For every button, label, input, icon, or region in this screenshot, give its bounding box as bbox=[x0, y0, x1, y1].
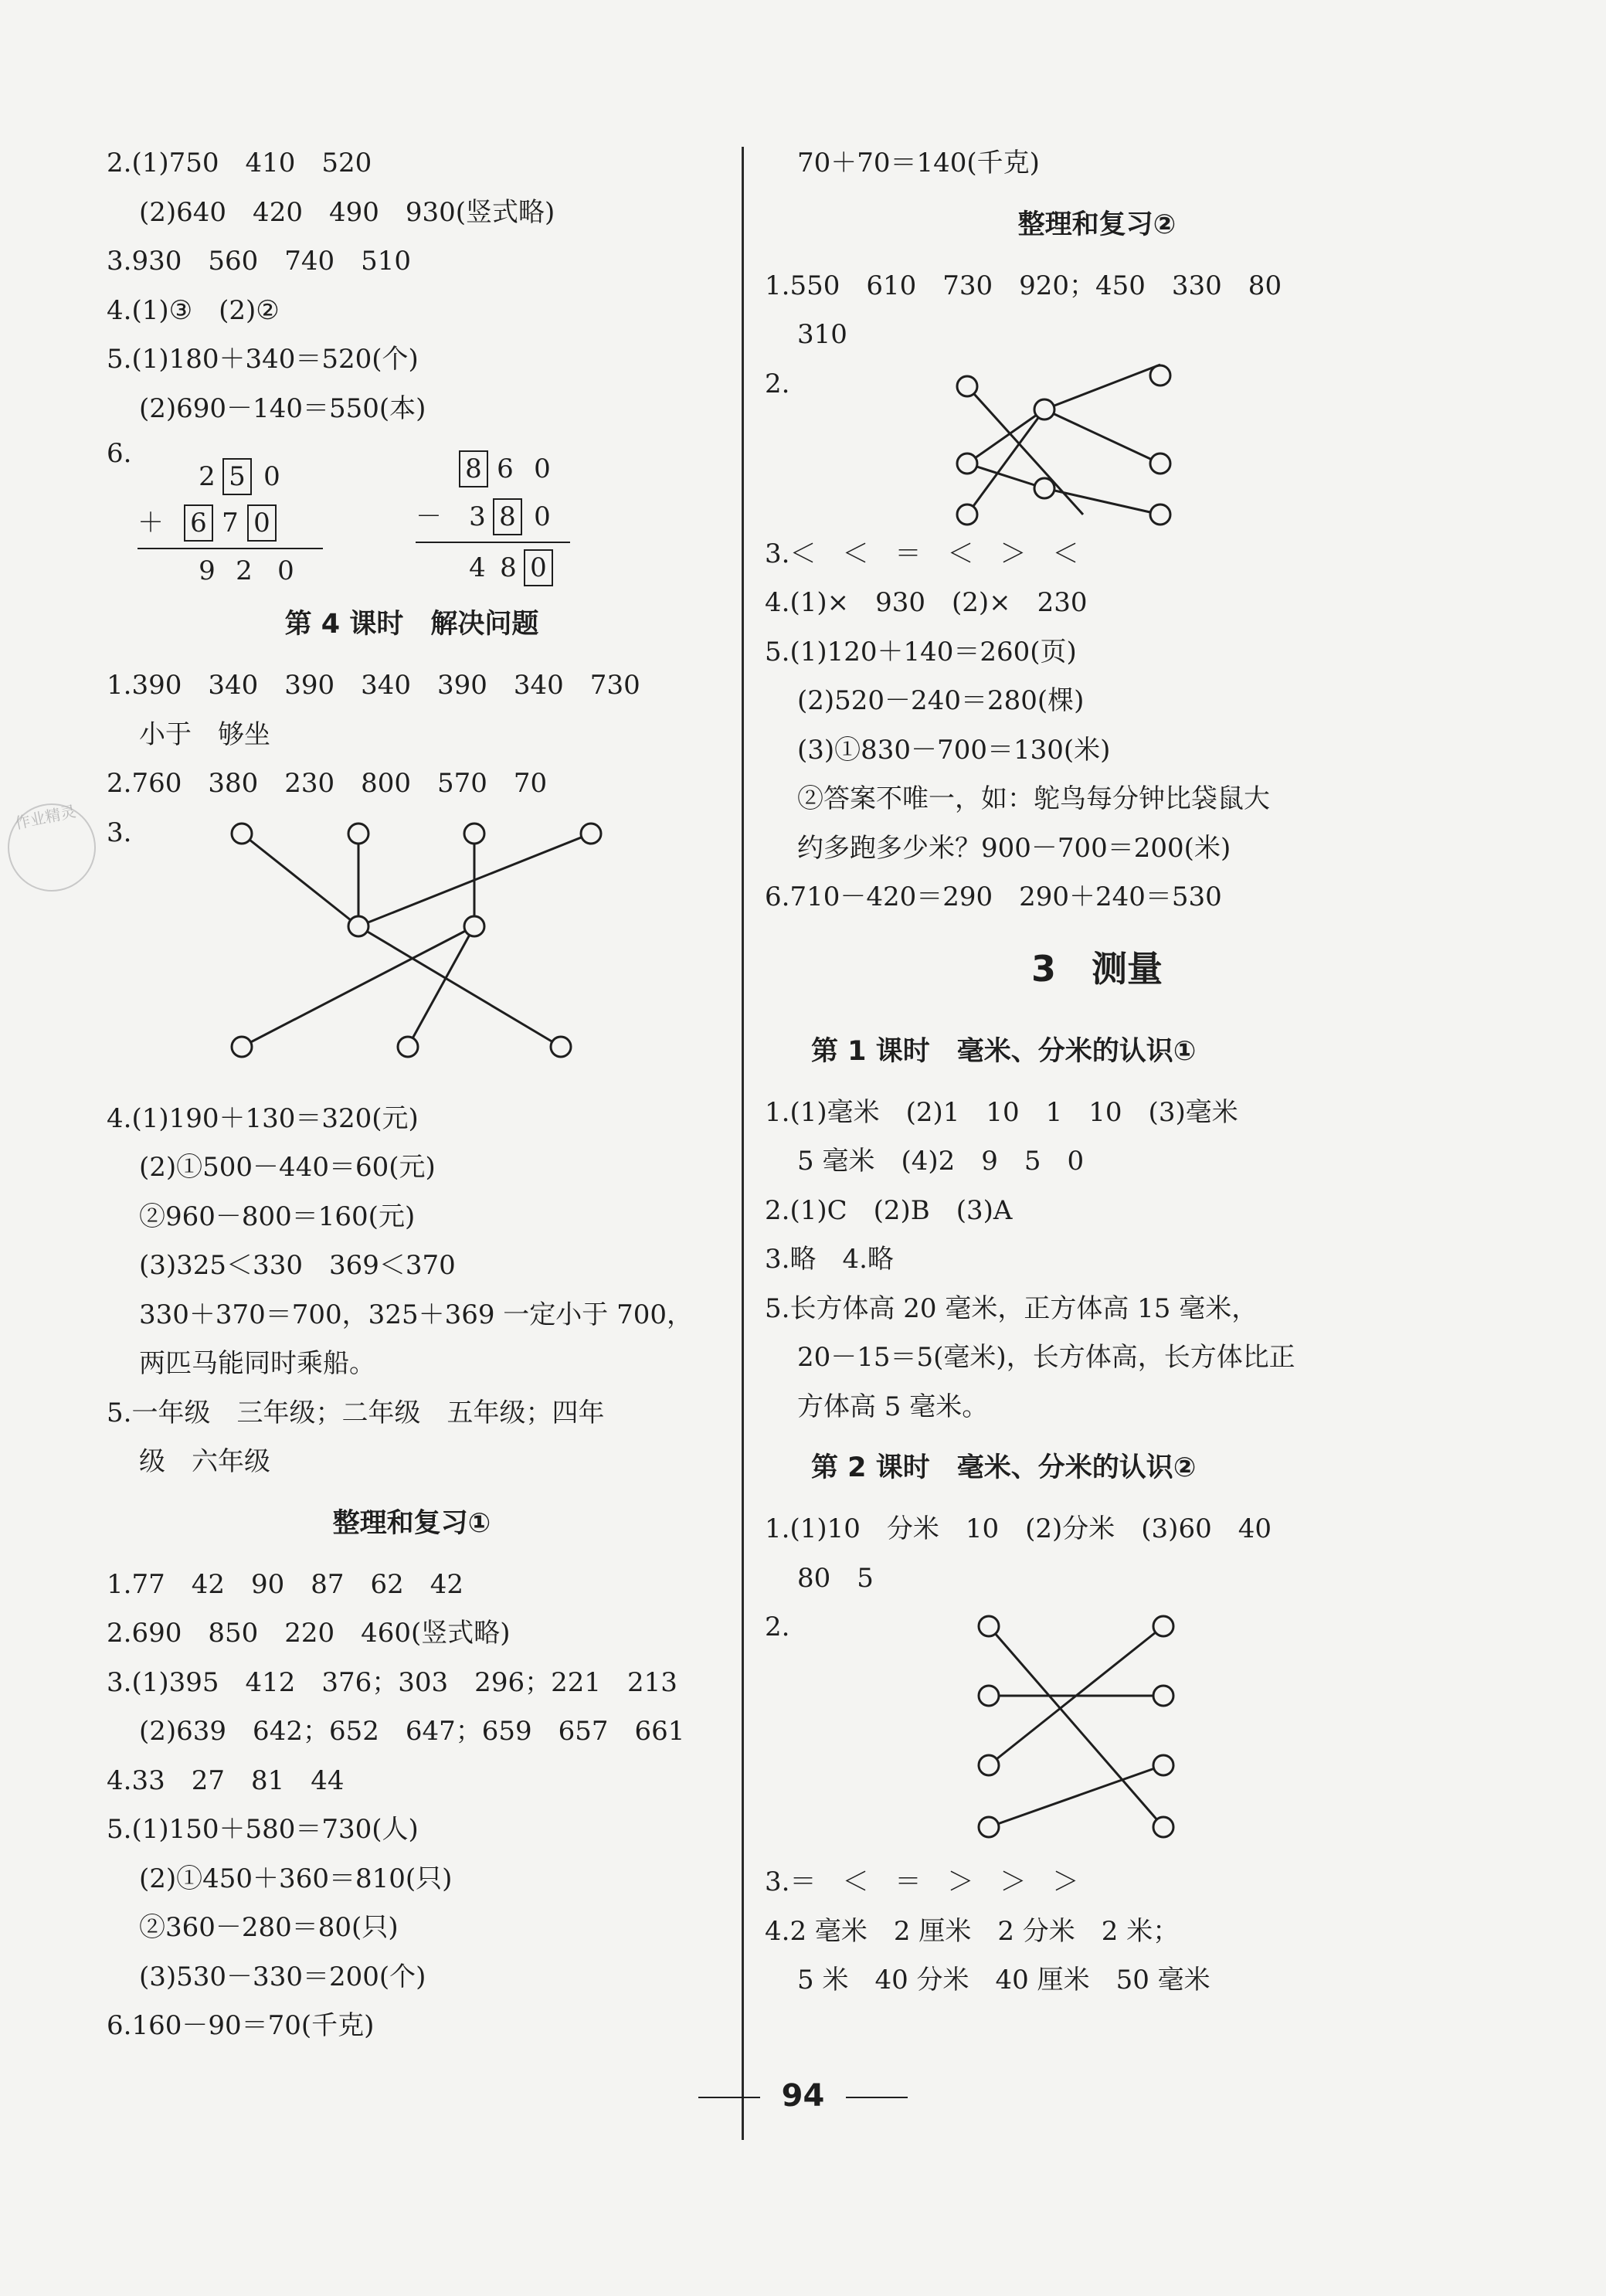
answer-line: 4.(1)× 930 (2)× 230 bbox=[765, 587, 1088, 618]
answer-line: ②960－800＝160(元) bbox=[139, 1201, 416, 1232]
answer-line: 5.一年级 三年级；二年级 五年级；四年 bbox=[107, 1397, 605, 1428]
dash-left bbox=[698, 2097, 760, 2098]
answer-line: (3)530－330＝200(个) bbox=[139, 1961, 426, 1992]
digit: 3 bbox=[469, 501, 486, 532]
digit: 0 bbox=[277, 555, 294, 586]
digit: 2 bbox=[236, 555, 253, 586]
answer-line: 方体高 5 毫米。 bbox=[797, 1391, 989, 1422]
question-number: 2. bbox=[765, 1612, 790, 1642]
digit: 4 bbox=[469, 552, 486, 583]
answer-line: 70＋70＝140(千克) bbox=[797, 148, 1040, 178]
answer-line: (2)639 642；652 647；659 657 661 bbox=[139, 1716, 685, 1747]
left-column bbox=[107, 139, 717, 2051]
answer-line: 80 5 bbox=[797, 1562, 874, 1594]
answer-line: 3.略 4.略 bbox=[765, 1244, 894, 1275]
answer-line: 2.760 380 230 800 570 70 bbox=[107, 768, 548, 799]
digit-box: 0 bbox=[524, 549, 553, 586]
answer-line: 5.(1)180＋340＝520(个) bbox=[107, 344, 419, 375]
answer-line: 1.77 42 90 87 62 42 bbox=[107, 1568, 464, 1600]
answer-line: 3.＜ ＜ ＝ ＜ ＞ ＜ bbox=[765, 538, 1079, 569]
answer-line: 3.(1)395 412 376；303 296；221 213 bbox=[107, 1666, 677, 1698]
right-column bbox=[765, 139, 1429, 2006]
answer-line: 310 bbox=[797, 319, 847, 350]
answer-line: 6.160－90＝70(千克) bbox=[107, 2010, 375, 2041]
difference-line bbox=[416, 542, 570, 543]
digit-box: 5 bbox=[222, 458, 252, 495]
watermark-stamp: 作业精灵 bbox=[0, 795, 104, 899]
answer-line: 5.(1)150＋580＝730(人) bbox=[107, 1814, 419, 1845]
digit-box: 8 bbox=[459, 450, 488, 487]
calc1-top-row bbox=[192, 457, 346, 497]
answer-line: 5.长方体高 20 毫米，正方体高 15 毫米， bbox=[765, 1292, 1258, 1324]
answer-line: (2)①500－440＝60(元) bbox=[139, 1152, 436, 1183]
digit: 0 bbox=[534, 453, 551, 484]
section-heading: 整理和复习① bbox=[332, 1507, 491, 1539]
answer-line: 2.(1)750 410 520 bbox=[107, 148, 372, 178]
digit-box: 0 bbox=[247, 504, 277, 542]
digit: 9 bbox=[199, 555, 216, 586]
answer-line: 4.2 毫米 2 厘米 2 分米 2 米； bbox=[765, 1915, 1180, 1947]
column-divider bbox=[742, 147, 744, 2140]
answer-line: 330＋370＝700，325＋369 一定小于 700， bbox=[139, 1299, 693, 1330]
answer-line: 级 六年级 bbox=[139, 1446, 270, 1477]
answer-line: (2)520－240＝280(棵) bbox=[797, 685, 1085, 716]
section-heading: 第 1 课时 毫米、分米的认识① bbox=[811, 1035, 1197, 1067]
section-heading: 第 2 课时 毫米、分米的认识② bbox=[811, 1452, 1197, 1483]
page-number bbox=[0, 2078, 1606, 2114]
answer-line: 1.(1)10 分米 10 (2)分米 (3)60 40 bbox=[765, 1513, 1272, 1544]
answer-line: 4.(1)③ (2)② bbox=[107, 294, 280, 326]
question-number: 3. bbox=[107, 817, 132, 848]
calc1-mid-row bbox=[138, 503, 354, 543]
answer-line: 3.＝ ＜ ＝ ＞ ＞ ＞ bbox=[765, 1866, 1079, 1897]
page-number-text: 94 bbox=[781, 2078, 825, 2114]
answer-line: ②答案不唯一，如：鸵鸟每分钟比袋鼠大 bbox=[797, 783, 1270, 814]
digit: 6 bbox=[497, 453, 514, 484]
answer-line: 1.390 340 390 340 390 340 730 bbox=[107, 670, 640, 701]
answer-line: 4.33 27 81 44 bbox=[107, 1764, 345, 1796]
matching-diagram bbox=[765, 360, 1197, 530]
answer-line: 两匹马能同时乘船。 bbox=[139, 1348, 375, 1379]
digit: 8 bbox=[500, 552, 517, 583]
matching-diagram bbox=[107, 809, 694, 1095]
vertical-calculations bbox=[107, 433, 717, 588]
answer-line: (2)690－140＝550(本) bbox=[139, 392, 426, 424]
calc1-result-row bbox=[192, 551, 346, 591]
answer-line: 3.930 560 740 510 bbox=[107, 246, 412, 277]
digit: 0 bbox=[534, 501, 551, 532]
answer-line: (2)640 420 490 930(竖式略) bbox=[139, 196, 555, 228]
answer-line: 6.710－420＝290 290＋240＝530 bbox=[765, 881, 1222, 912]
matching-diagram bbox=[765, 1603, 1197, 1858]
answer-line: 4.(1)190＋130＝320(元) bbox=[107, 1102, 419, 1134]
digit-box: 6 bbox=[184, 504, 213, 542]
answer-line: ②360－280＝80(只) bbox=[139, 1912, 399, 1943]
answer-line: (2)①450＋360＝810(只) bbox=[139, 1863, 453, 1894]
answer-line: 5.(1)120＋140＝260(页) bbox=[765, 636, 1077, 667]
answer-line: 小于 够坐 bbox=[139, 718, 270, 750]
question-number: 2. bbox=[765, 368, 790, 399]
answer-line: 20－15＝5(毫米)，长方体高，长方体比正 bbox=[797, 1342, 1295, 1373]
answer-line: (3)325＜330 369＜370 bbox=[139, 1250, 456, 1281]
plus-sign: ＋ bbox=[138, 508, 164, 538]
digit-box: 8 bbox=[493, 498, 522, 535]
digit: 0 bbox=[263, 461, 280, 492]
answer-line: 5 米 40 分米 40 厘米 50 毫米 bbox=[797, 1965, 1210, 1995]
question-number: 6. bbox=[107, 438, 132, 469]
chapter-title: 3 测量 bbox=[1030, 947, 1163, 990]
calc2-result-row bbox=[462, 548, 616, 588]
calc2-top-row bbox=[459, 449, 613, 489]
minus-sign: － bbox=[416, 501, 442, 532]
matching-diagram-row bbox=[765, 1603, 1429, 1858]
answer-line: 2.(1)C (2)B (3)A bbox=[765, 1194, 1013, 1226]
calc2-mid-row bbox=[416, 497, 632, 537]
answer-line: (3)①830－700＝130(米) bbox=[797, 734, 1111, 766]
answer-line: 1.(1)毫米 (2)1 10 1 10 (3)毫米 bbox=[765, 1096, 1238, 1128]
dash-right bbox=[846, 2097, 908, 2098]
matching-diagram-row bbox=[107, 809, 717, 1095]
digit: 2 bbox=[199, 461, 216, 492]
digit: 7 bbox=[222, 508, 239, 538]
answer-line: 1.550 610 730 920；450 330 80 bbox=[765, 270, 1282, 301]
section-heading: 第 4 课时 解决问题 bbox=[284, 609, 539, 640]
answer-line: 约多跑多少米？900－700＝200(米) bbox=[797, 832, 1231, 864]
matching-diagram-row bbox=[765, 360, 1429, 530]
section-heading: 整理和复习② bbox=[1017, 209, 1176, 240]
sum-line bbox=[138, 548, 323, 549]
answer-line: 2.690 850 220 460(竖式略) bbox=[107, 1618, 511, 1649]
answer-line: 5 毫米 (4)2 9 5 0 bbox=[797, 1146, 1085, 1177]
